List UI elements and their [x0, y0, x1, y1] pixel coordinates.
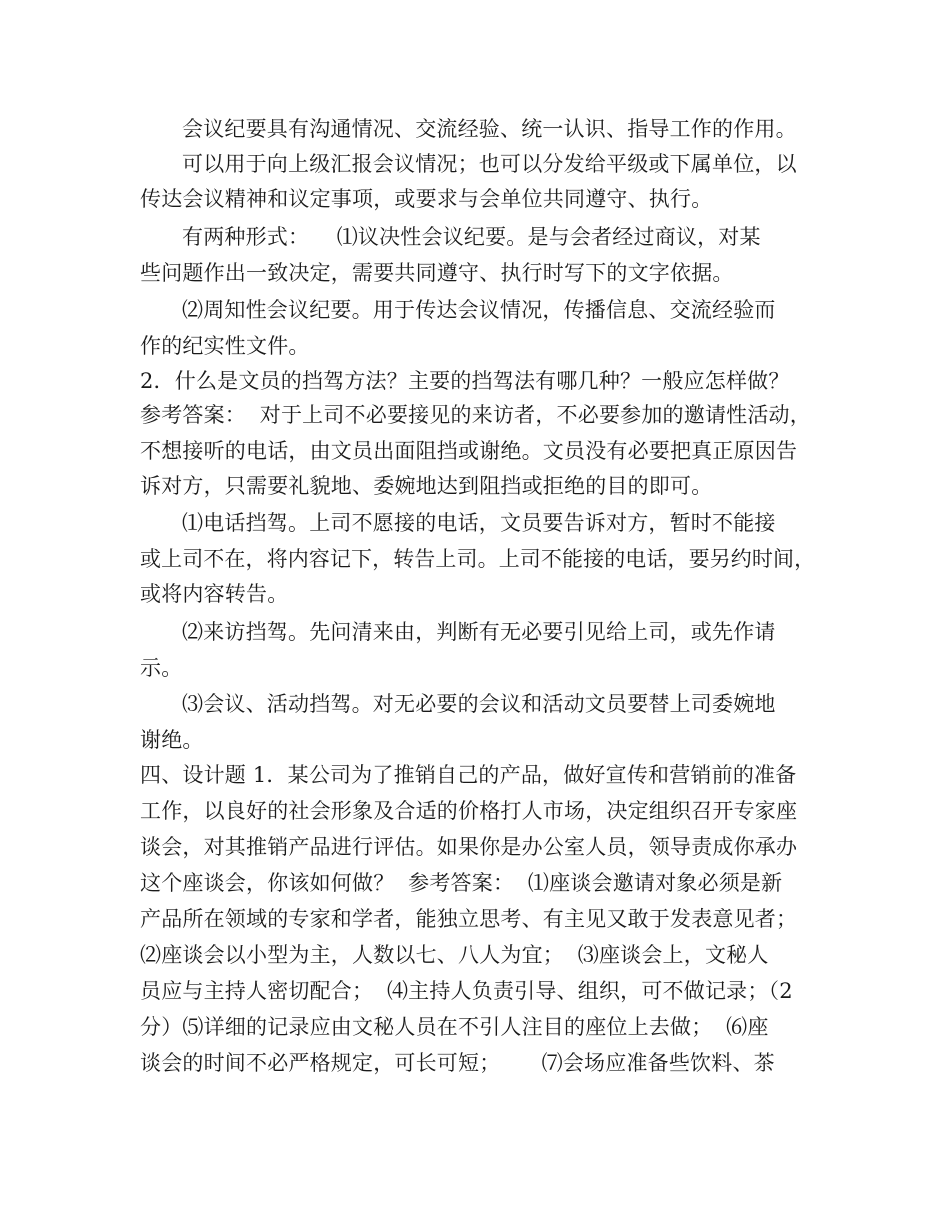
text-line: ⑵座谈会以小型为主，人数以七、八人为宜； ⑶座谈会上，文秘人	[140, 943, 769, 967]
text-line: 2．什么是文员的挡驾方法？主要的挡驾法有哪几种？一般应怎样做？	[140, 369, 790, 393]
text-line: 诉对方，只需要礼貌地、委婉地达到阻挡或拒绝的目的即可。	[140, 474, 713, 498]
text-line: 分）⑸详细的记录应由文秘人员在不引人注目的座位上去做； ⑹座	[140, 1015, 769, 1039]
text-line: 会议纪要具有沟通情况、交流经验、统一认识、指导工作的作用。	[182, 117, 797, 141]
text-line: 作的纪实性文件。	[140, 334, 310, 358]
text-line: 或上司不在，将内容记下，转告上司。上司不能接的电话，要另约时间，	[140, 547, 816, 571]
text-line: 参考答案： 对于上司不必要接见的来访者，不必要参加的邀请性活动，	[140, 403, 811, 427]
text-line: 示。	[140, 656, 183, 680]
text-line: 可以用于向上级汇报会议情况；也可以分发给平级或下属单位，以	[182, 152, 797, 176]
text-line: ⑵周知性会议纪要。用于传达会议情况，传播信息、交流经验而	[182, 298, 776, 322]
text-line: 谈会，对其推销产品进行评估。如果你是办公室人员，领导责成你承办	[140, 835, 798, 859]
text-line: 工作，以良好的社会形象及合适的价格打人市场，决定组织召开专家座	[140, 799, 798, 823]
text-line: 这个座谈会，你该如何做？ 参考答案： ⑴座谈会邀请对象必须是新	[140, 871, 783, 895]
text-line: 不想接听的电话，由文员出面阻挡或谢绝。文员没有必要把真正原因告	[140, 439, 798, 463]
text-line: 些问题作出一致决定，需要共同遵守、执行时写下的文字依据。	[140, 261, 734, 285]
text-line: 谈会的时间不必严格规定，可长可短； ⑺会场应准备些饮料、茶	[140, 1051, 775, 1075]
text-line: 四、设计题 1．某公司为了推销自己的产品，做好宣传和营销前的准备	[140, 763, 797, 787]
text-line: 产品所在领域的专家和学者，能独立思考、有主见又敢于发表意见者；	[140, 907, 798, 931]
text-line: 或将内容转告。	[140, 582, 289, 606]
text-line: ⑴电话挡驾。上司不愿接的电话，文员要告诉对方，暂时不能接	[182, 511, 776, 535]
text-line: 传达会议精神和议定事项，或要求与会单位共同遵守、执行。	[140, 187, 713, 211]
text-line: 有两种形式： ⑴议决性会议纪要。是与会者经过商议，对某	[182, 225, 761, 249]
text-line: ⑵来访挡驾。先问清来由，判断有无必要引见给上司，或先作请	[182, 620, 776, 644]
text-line: ⑶会议、活动挡驾。对无必要的会议和活动文员要替上司委婉地	[182, 692, 776, 716]
text-line: 员应与主持人密切配合； ⑷主持人负责引导、组织，可不做记录；（2	[140, 979, 793, 1003]
text-line: 谢绝。	[140, 728, 204, 752]
